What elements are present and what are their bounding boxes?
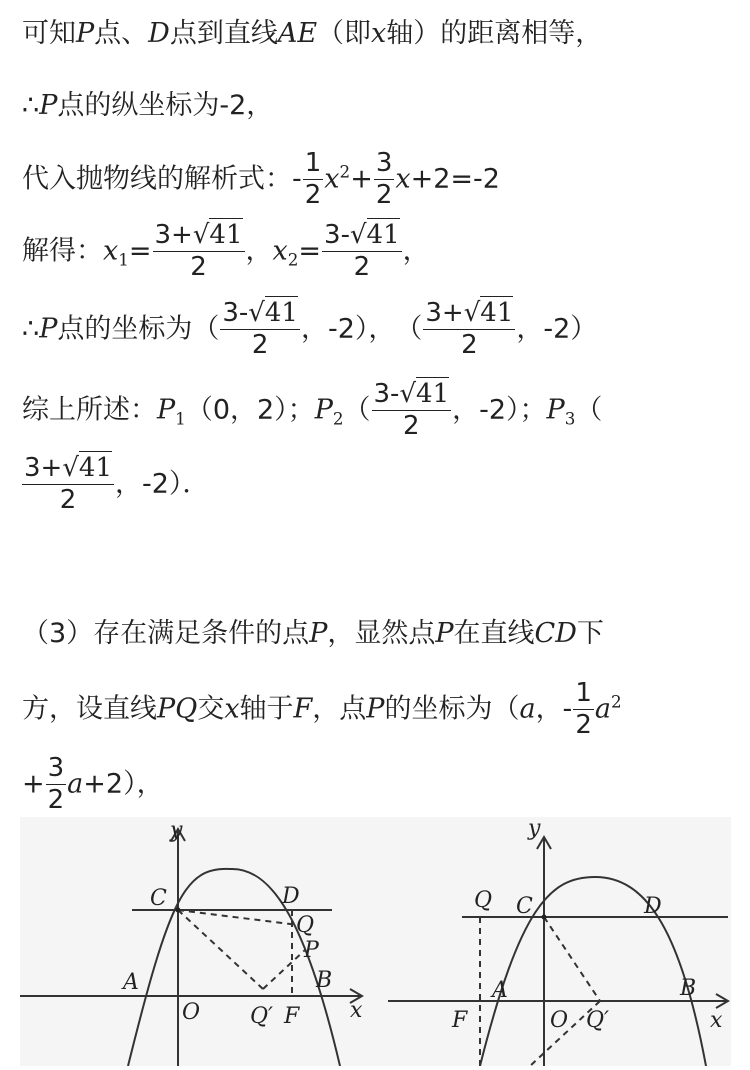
point-c — [542, 915, 547, 920]
point-c — [176, 908, 181, 913]
var-p: P — [39, 313, 58, 345]
fraction — [220, 300, 300, 360]
denominator: 2 — [190, 252, 207, 283]
denominator: 2 — [461, 330, 478, 361]
therefore-symbol: ∴ — [22, 313, 40, 345]
var-f: F — [293, 693, 313, 725]
text: 方，设直线 — [22, 693, 157, 725]
var-a: a — [594, 693, 611, 725]
sqrt-sign: √ — [463, 298, 481, 328]
radicand: 41 — [366, 220, 400, 250]
text-line-10 — [22, 755, 164, 815]
text: 点的坐标为（ — [57, 313, 220, 345]
text: 代入抛物线的解析式：- — [22, 163, 302, 195]
dashed-cq — [178, 910, 298, 925]
text-line-7 — [22, 455, 209, 515]
radicand: 41 — [209, 220, 243, 250]
numerator: 1 — [573, 680, 594, 710]
var-ae: AE — [277, 18, 318, 49]
text: ，点 — [312, 693, 367, 725]
label-d: D — [282, 884, 300, 909]
dashed-cq-prime — [544, 917, 600, 1001]
sqrt-sign: √ — [62, 453, 79, 483]
text: + — [22, 768, 45, 800]
label-c: C — [516, 894, 533, 919]
text: = — [298, 235, 322, 267]
text: 3- — [324, 220, 350, 250]
label-q-prime: Q′ — [250, 1004, 274, 1029]
var-p: P — [39, 90, 58, 121]
text-line-4 — [22, 222, 430, 282]
text: ， — [245, 235, 273, 267]
sqrt-sign: √ — [192, 220, 210, 250]
numerator: 3 — [374, 150, 395, 180]
var-p: P — [309, 618, 328, 649]
label-c: C — [150, 886, 167, 911]
text-line-9 — [22, 680, 622, 740]
var-x: x — [395, 163, 411, 195]
denominator: 2 — [59, 485, 77, 516]
subscript: 1 — [118, 249, 129, 270]
denominator: 2 — [304, 180, 322, 211]
text: 综上所述： — [22, 394, 157, 426]
text: 3+ — [24, 453, 63, 483]
text: （ — [343, 394, 371, 426]
text-line-3 — [22, 150, 500, 210]
text-line-2 — [22, 92, 273, 119]
var-x: x — [103, 235, 119, 267]
fraction — [46, 755, 67, 815]
text: 轴于 — [239, 693, 294, 725]
radicand: 41 — [78, 453, 112, 483]
text: 下 — [576, 618, 604, 649]
text: ，- — [535, 693, 573, 725]
text: 3+ — [425, 298, 464, 328]
label-b: B — [316, 968, 333, 993]
label-o: O — [182, 1000, 201, 1025]
subscript: 2 — [332, 408, 344, 429]
text: ，-2）， （ — [300, 313, 423, 345]
text: （3）存在满足条件的点 — [22, 618, 310, 649]
fraction — [423, 300, 515, 360]
text: 解得： — [22, 235, 103, 267]
label-y: y — [528, 817, 541, 841]
label-x: x — [710, 1008, 723, 1033]
sqrt-sign: √ — [399, 379, 417, 409]
label-a: A — [123, 970, 139, 995]
text: = — [128, 235, 152, 267]
denominator: 2 — [575, 710, 592, 741]
var-d: D — [148, 18, 170, 49]
numerator — [22, 455, 114, 485]
fraction — [573, 680, 594, 740]
text: 3- — [373, 379, 400, 409]
text: ，-2）． — [115, 468, 210, 500]
text: 可知 — [22, 18, 76, 49]
text-line-6 — [22, 381, 602, 441]
fraction — [322, 222, 402, 282]
numerator — [322, 222, 402, 252]
denominator: 2 — [47, 785, 65, 816]
text: 轴）的距离相等， — [386, 18, 603, 49]
text: 点、 — [94, 18, 149, 49]
var-p: P — [157, 394, 176, 426]
figure-panel — [20, 817, 731, 1066]
text: 在直线 — [453, 618, 535, 649]
var-pq: PQ — [157, 693, 198, 725]
radicand: 41 — [416, 379, 450, 409]
numerator — [423, 300, 515, 330]
text: 交 — [197, 693, 225, 725]
text: 3- — [222, 298, 249, 328]
text: ，显然点 — [327, 618, 436, 649]
dashed-qpp — [263, 950, 305, 989]
fraction — [374, 150, 395, 210]
label-p: P — [304, 938, 319, 963]
subscript: 1 — [175, 408, 186, 429]
denominator: 2 — [403, 411, 420, 442]
radicand: 41 — [480, 298, 514, 328]
var-x: x — [371, 18, 387, 49]
label-f: F — [452, 1008, 468, 1033]
exponent: 2 — [339, 161, 351, 182]
fraction — [372, 381, 452, 441]
label-x: x — [350, 998, 363, 1023]
text: （即 — [317, 18, 372, 49]
text: ， — [402, 235, 430, 267]
parabola — [480, 877, 706, 1066]
var-p: P — [366, 693, 385, 725]
label-q: Q — [296, 913, 315, 938]
text: +2=-2 — [410, 163, 500, 195]
label-q: Q — [474, 888, 493, 913]
denominator: 2 — [375, 180, 393, 211]
var-x: x — [224, 693, 240, 725]
sqrt-sign: √ — [349, 220, 367, 250]
numerator — [372, 381, 452, 411]
fraction — [22, 455, 114, 515]
exponent: 2 — [610, 691, 622, 712]
text: +2）， — [83, 768, 164, 800]
text: ，-2） — [516, 313, 598, 345]
fraction — [303, 150, 324, 210]
var-x: x — [272, 235, 288, 267]
text-line-1 — [22, 20, 602, 47]
geometry-figures — [20, 817, 731, 1066]
var-a: a — [519, 693, 536, 725]
numerator — [153, 222, 245, 252]
label-d: D — [644, 894, 662, 919]
label-o: O — [550, 1008, 569, 1033]
text: （ — [575, 394, 603, 426]
label-y: y — [170, 818, 183, 843]
therefore-symbol: ∴ — [22, 90, 40, 121]
radicand: 41 — [264, 298, 298, 328]
subscript: 3 — [564, 408, 576, 429]
var-p: P — [435, 618, 454, 649]
subscript: 2 — [287, 249, 299, 270]
label-q-prime: Q′ — [586, 1008, 610, 1033]
text: 3+ — [154, 220, 193, 250]
numerator — [220, 300, 300, 330]
var-cd: CD — [534, 618, 577, 649]
var-p: P — [546, 394, 565, 426]
denominator: 2 — [353, 252, 371, 283]
numerator: 1 — [303, 150, 324, 180]
text: 的坐标为（ — [384, 693, 520, 725]
var-x: x — [324, 163, 340, 195]
sqrt-sign: √ — [248, 298, 265, 328]
numerator: 3 — [46, 755, 67, 785]
dashed-cqp — [178, 910, 263, 989]
var-p: P — [76, 18, 95, 49]
var-a: a — [67, 768, 84, 800]
text: + — [350, 163, 373, 195]
fraction — [153, 222, 245, 282]
text: 点的纵坐标为-2， — [57, 90, 274, 121]
label-b: B — [680, 976, 697, 1001]
var-p: P — [314, 394, 333, 426]
text: （0，2）； — [185, 394, 315, 426]
text-line-5 — [22, 300, 597, 360]
text-line-8 — [22, 620, 604, 647]
denominator: 2 — [251, 330, 269, 361]
text: 点到直线 — [169, 18, 278, 49]
label-a: A — [492, 978, 508, 1003]
label-f: F — [284, 1004, 300, 1029]
text: ，-2）； — [452, 394, 547, 426]
